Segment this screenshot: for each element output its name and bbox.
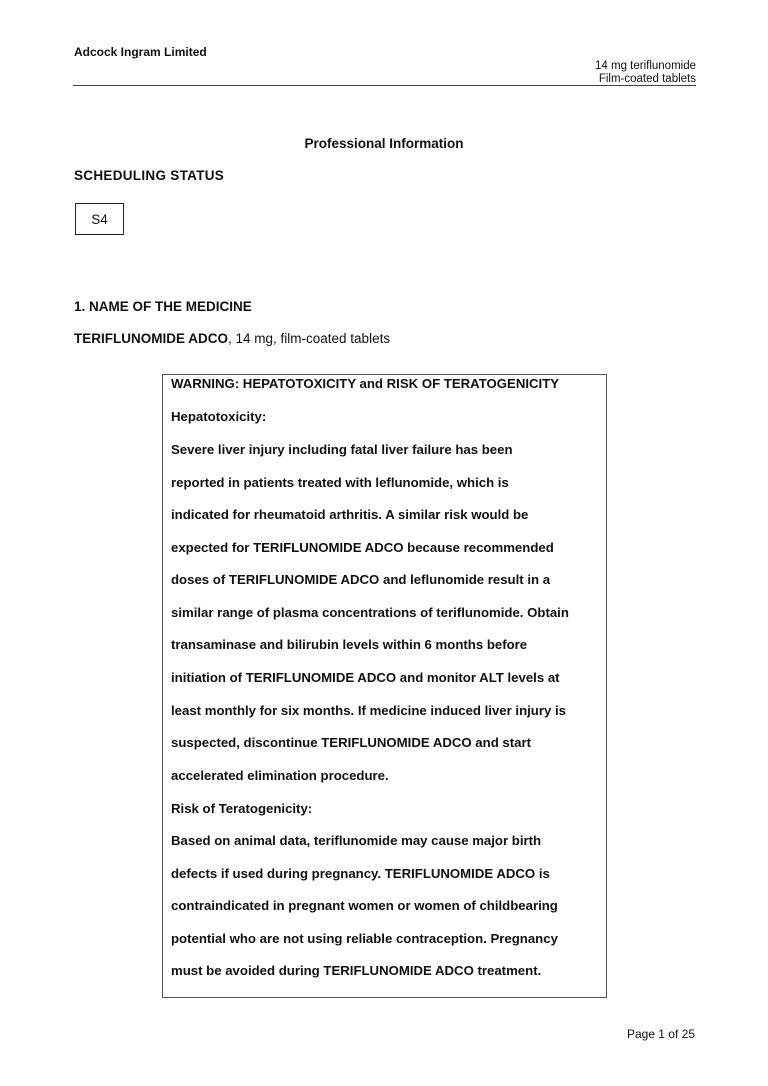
header-product-strength: 14 mg teriflunomide [595,60,696,72]
boxed-warning-line: doses of TERIFLUNOMIDE ADCO and leflunomide result in a [171,572,551,587]
boxed-warning-line: accelerated elimination procedure. [171,768,389,783]
boxed-warning-line: similar range of plasma concentrations of teriflunomide. Obtain [171,605,569,620]
header-divider [73,85,696,86]
boxed-warning-line: reported in patients treated with leflunomide, which is [171,475,509,490]
scheduling-status-heading: SCHEDULING STATUS [74,168,225,183]
boxed-warning-line: potential who are not using reliable contraception. Pregnancy [171,931,558,946]
company-name: Adcock Ingram Limited [74,45,207,59]
page-title: Professional Information [304,136,464,151]
boxed-warning-line: indicated for rheumatoid arthritis. A similar risk would be [171,507,529,522]
boxed-warning-line: defects if used during pregnancy. TERIFLUNOMIDE ADCO is [171,866,550,881]
boxed-warning-line: Severe liver injury including fatal liver failure has been [171,442,513,457]
header-product-form: Film-coated tablets [598,73,696,85]
scheduling-status-box [75,203,124,235]
boxed-warning-line: contraindicated in pregnant women or women of childbearing [171,898,558,913]
section-1-heading: 1. NAME OF THE MEDICINE [74,299,252,314]
scheduling-status-value: S4 [91,211,108,227]
boxed-warning-title: WARNING: HEPATOTOXICITY and RISK OF TERATOGENICITY [171,376,560,391]
page-number: Page 1 of 25 [626,1027,695,1041]
boxed-warning-line: initiation of TERIFLUNOMIDE ADCO and monitor ALT levels at [171,670,560,685]
boxed-warning-line: expected for TERIFLUNOMIDE ADCO because recommended [171,540,554,555]
header-product-info [595,60,696,86]
boxed-warning-subheading: Risk of Teratogenicity: [171,801,313,816]
medicine-name-line [74,331,390,346]
boxed-warning-line: must be avoided during TERIFLUNOMIDE ADCO treatment. [171,963,542,978]
medicine-name: TERIFLUNOMIDE ADCO [74,331,228,346]
boxed-warning-line: transaminase and bilirubin levels within 6 months before [171,637,528,652]
boxed-warning-line: Based on animal data, teriflunomide may cause major birth [171,833,542,848]
boxed-warning-line: least monthly for six months. If medicine induced liver injury is [171,703,566,718]
boxed-warning-line: suspected, discontinue TERIFLUNOMIDE ADCO and start [171,735,532,750]
medicine-description: , 14 mg, film-coated tablets [228,331,391,346]
boxed-warning-subheading: Hepatotoxicity: [171,409,267,424]
